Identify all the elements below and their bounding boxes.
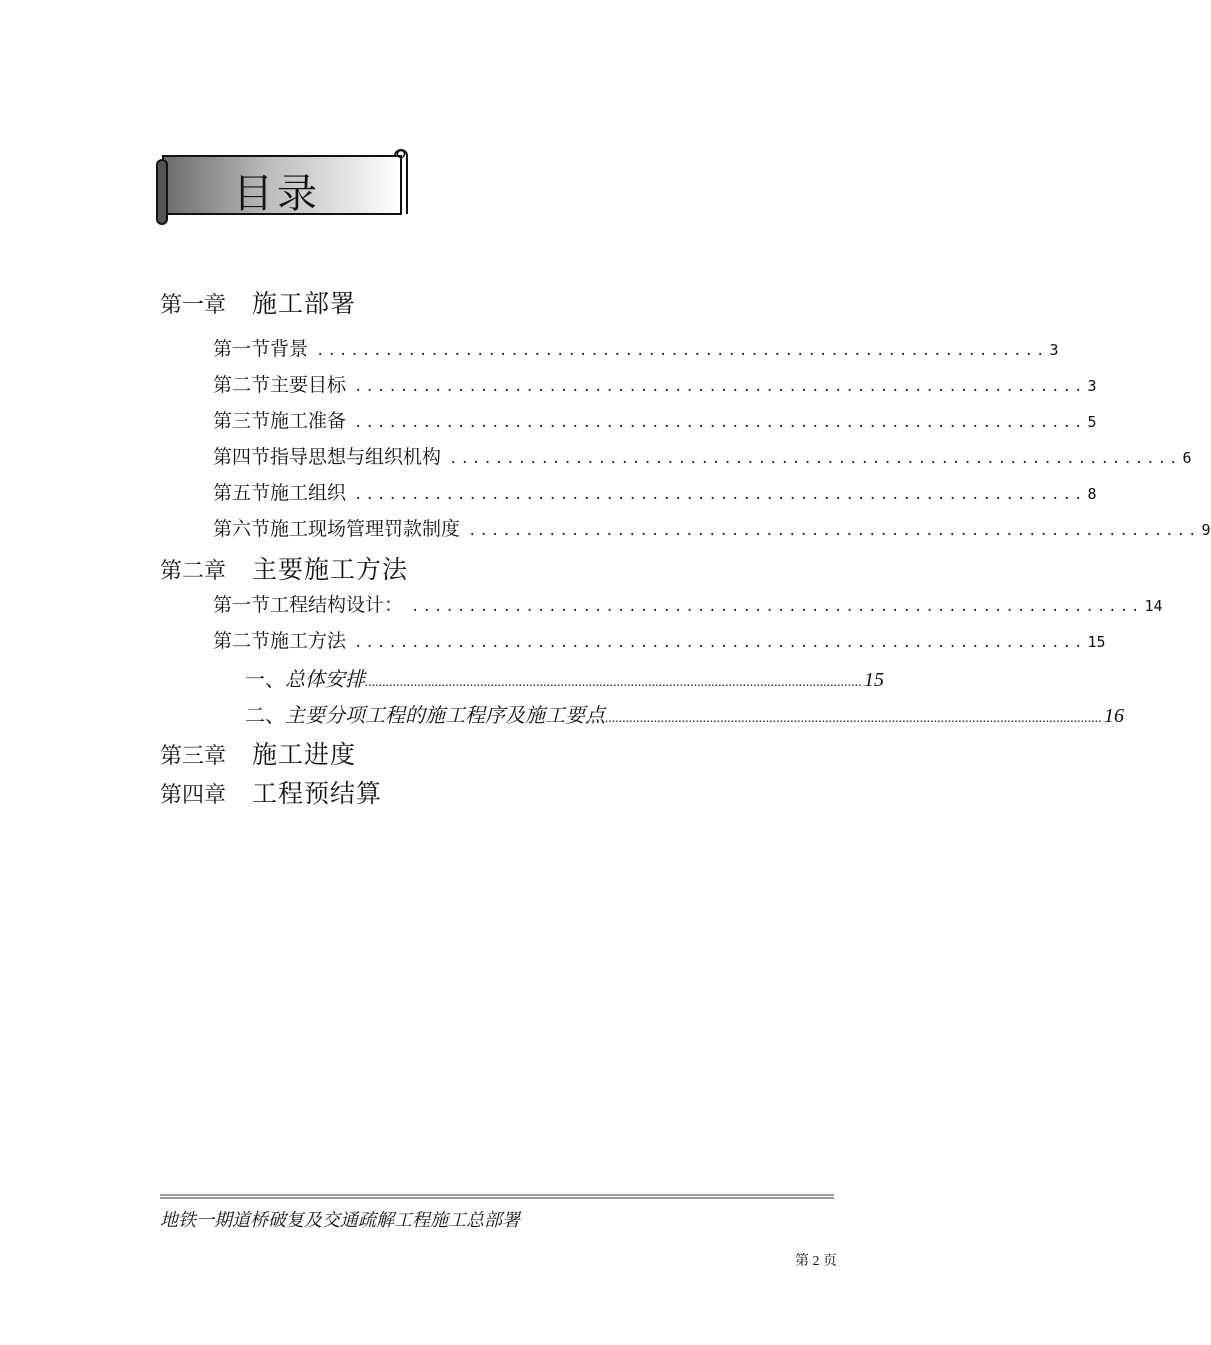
page-number: 9 — [1201, 521, 1211, 539]
toc-chapter-3[interactable] — [160, 735, 356, 771]
toc-chapter-4[interactable] — [160, 774, 382, 810]
page-number: 14 — [1144, 597, 1163, 615]
toc-subentry[interactable] — [245, 699, 1124, 728]
section-number: 第二节 — [213, 374, 271, 396]
page-number-label: 第 2 页 — [795, 1254, 837, 1269]
toc-chapter-2[interactable] — [160, 550, 408, 586]
toc-subentry[interactable] — [245, 663, 884, 692]
section-number: 第四节 — [213, 446, 271, 468]
section-title: 主要目标 — [270, 374, 347, 396]
section-title: 施工方法 — [270, 630, 347, 652]
section-number: 第一节 — [213, 594, 271, 616]
chapter-number: 第二章 — [160, 559, 227, 584]
toc-entry[interactable] — [213, 370, 1097, 397]
page-number: 15 — [864, 669, 884, 691]
dot-leader: ................................................................ — [354, 379, 1086, 395]
section-number: 第六节 — [213, 518, 271, 540]
chapter-number: 第三章 — [160, 744, 227, 769]
chapter-number: 第一章 — [160, 293, 227, 318]
section-number: 第五节 — [213, 482, 271, 504]
chapter-title: 施工部署 — [252, 289, 357, 318]
subitem-number: 一、 — [245, 669, 285, 691]
dot-leader: .............................................................................................................................................. — [365, 675, 862, 690]
dot-leader: ................................................................ — [411, 599, 1143, 615]
subitem-title: 总体安排 — [285, 669, 365, 691]
page-number: 3 — [1049, 341, 1059, 359]
section-title: 施工组织 — [270, 482, 347, 504]
toc-entry[interactable] — [213, 590, 1163, 617]
toc-banner — [155, 148, 410, 228]
dot-leader: ................................................................ — [354, 635, 1086, 651]
chapter-title: 工程预结算 — [252, 779, 383, 808]
section-number: 第三节 — [213, 410, 271, 432]
section-number: 第二节 — [213, 630, 271, 652]
chapter-title: 施工进度 — [252, 740, 357, 769]
toc-title: 目录 — [233, 171, 321, 217]
section-title: 施工准备 — [270, 410, 347, 432]
page-number: 15 — [1087, 633, 1106, 651]
dot-leader: ................................................................ — [354, 487, 1086, 503]
footer-document-title: 地铁一期道桥破复及交通疏解工程施工总部署 — [160, 1210, 520, 1230]
subitem-number: 二、 — [245, 705, 285, 727]
section-title: 背景 — [270, 338, 309, 360]
toc-entry[interactable] — [213, 442, 1192, 469]
dot-leader: ................................................................ — [354, 415, 1086, 431]
dot-leader: ................................................................ — [468, 523, 1200, 539]
page-number: 3 — [1087, 377, 1097, 395]
chapter-number: 第四章 — [160, 783, 227, 808]
section-number: 第一节 — [213, 338, 271, 360]
dot-leader: ................................................................ — [316, 343, 1048, 359]
section-title: 指导思想与组织机构 — [270, 446, 442, 468]
chapter-title: 主要施工方法 — [252, 555, 409, 584]
toc-entry[interactable] — [213, 626, 1106, 653]
toc-entry[interactable] — [213, 334, 1059, 361]
page-number: 16 — [1104, 705, 1124, 727]
dot-leader: .............................................................................................................................................. — [605, 711, 1102, 726]
page-number: 8 — [1087, 485, 1097, 503]
section-title: 施工现场管理罚款制度 — [270, 518, 461, 540]
page-number: 6 — [1182, 449, 1192, 467]
section-title: 工程结构设计： — [270, 594, 404, 616]
page-number: 5 — [1087, 413, 1097, 431]
subitem-title: 主要分项工程的施工程序及施工要点 — [285, 705, 605, 727]
toc-entry[interactable] — [213, 514, 1211, 541]
toc-entry[interactable] — [213, 478, 1097, 505]
toc-entry[interactable] — [213, 406, 1097, 433]
dot-leader: ................................................................ — [449, 451, 1181, 467]
toc-chapter-1[interactable] — [160, 284, 356, 320]
footer-divider — [160, 1194, 834, 1202]
